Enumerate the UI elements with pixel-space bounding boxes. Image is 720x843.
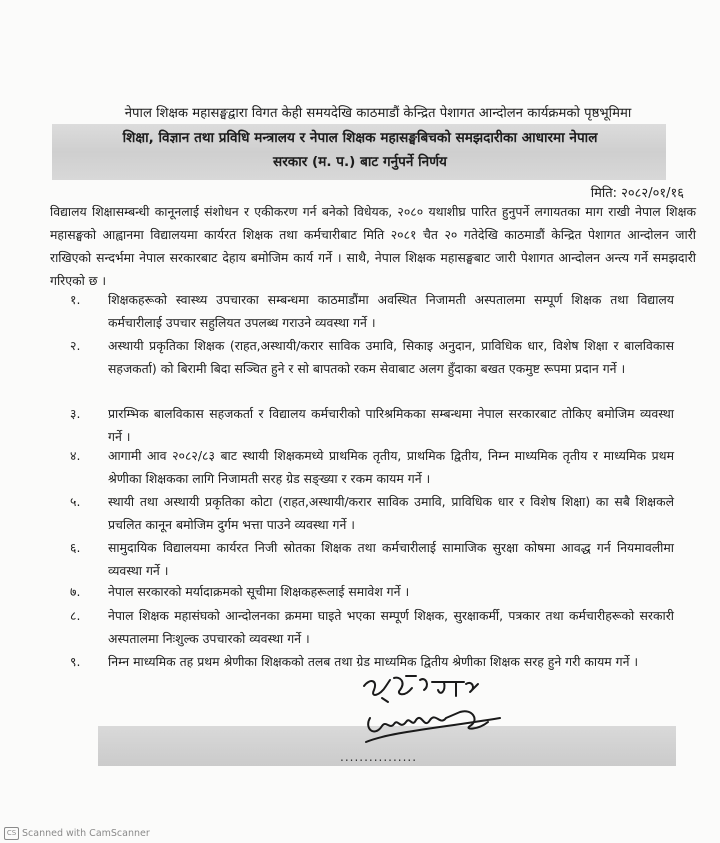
title-line-2: सरकार (म. प.) बाट गर्नुपर्ने निर्णय [273,154,447,170]
title-line-1: शिक्षा, विज्ञान तथा प्रविधि मन्त्रालय र नेपाल शिक्षक महासङ्घबिचको समझदारीका आधारमा नेपाल [122,130,598,146]
list-item-text: सामुदायिक विद्यालयमा कार्यरत निजी स्रोतका शिक्षक तथा कर्मचारीलाई सामाजिक सुरक्षा कोषमा आवद्ध गर्न नियमावलीमा व्यवस्था गर्ने । [108,540,674,578]
intro-paragraph: विद्यालय शिक्षासम्बन्धी कानूनलाई संशोधन र एकीकरण गर्न बनेको विधेयक, २०८० यथाशीघ्र पारित हुनुपर्ने लगायतका माग राखी नेपाल शिक्षक महासङ्घको आह्वानमा विद्यालयमा कार्यरत शिक्षक तथा कर्मचारीबाट मिति २०८१ चैत २० गतेदेखि काठमाडौं केन्द्रित पेशागत आन्दोलन जारी राखिएको सन्दर्भमा नेपाल सरकारबाट देहाय बमोजिम कार्य गर्ने । साथै, नेपाल शिक्षक महासङ्घबाट जारी पेशागत आन्दोलन अन्त्य गर्ने समझदारी गरिएको छ । [50,204,696,288]
list-item-number: ९. [70,654,81,669]
list-item-number: ४. [70,448,81,463]
list-item-text: नेपाल शिक्षक महासंघको आन्दोलनका क्रममा घाइते भएका सम्पूर्ण शिक्षक, सुरक्षाकर्मी, पत्रकार तथा कर्मचारीहरूको सरकारी अस्पतालमा निःशुल्क उपचारको व्यवस्था गर्ने । [108,608,674,646]
scanner-watermark [4,826,150,840]
signature-stroke [366,718,500,742]
list-item-text: शिक्षकहरूको स्वास्थ्य उपचारका सम्बन्धमा काठमाडौंमा अवस्थित निजामती अस्पतालमा सम्पूर्ण शिक्षक तथा विद्यालय कर्मचारीलाई उपचार सहुलियत उपलब्ध गराउने व्यवस्था गर्ने । [108,292,674,330]
camscanner-logo-icon: CS [4,827,19,840]
signature-stroke [364,680,390,702]
list-item-text: अस्थायी प्रकृतिका शिक्षक (राहत,अस्थायी/करार साविक उमावि, सिकाइ अनुदान, प्राविधिक धार, विशेष शिक्षा र बालविकास सहजकर्ता) को बिरामी बिदा सञ्चित हुने र सो बापतको रकम सेवाबाट अलग हुँदाका बखत एकमुष्ट रूपमा प्रदान गर्ने । [108,338,674,376]
handwritten-signature [360,672,520,756]
list-item-text: प्रारम्भिक बालविकास सहजकर्ता र विद्यालय कर्मचारीको पारिश्रमिकका सम्बन्धमा नेपाल सरकारबाट तोकिए बमोजिम व्यवस्था गर्ने । [108,406,674,444]
list-item-number: ६. [70,540,81,555]
list-item-text: नेपाल सरकारको मर्यादाक्रमको सूचीमा शिक्षकहरूलाई समावेश गर्ने । [108,584,410,599]
list-item-number: ८. [70,608,81,623]
list-item-number: ७. [70,584,81,599]
heading-context-line: नेपाल शिक्षक महासङ्घद्वारा विगत केही समयदेखि काठमाडौं केन्द्रित पेशागत आन्दोलन कार्यक्रमको पृष्ठभूमिमा [124,106,632,121]
list-item-number: ३. [70,406,81,421]
list-item-number: १. [70,292,81,307]
scanner-watermark-text: Scanned with CamScanner [22,827,150,839]
signature-stroke [432,682,478,696]
list-item-text: आगामी आव २०८२/८३ बाट स्थायी शिक्षकमध्ये प्राथमिक तृतीय, प्राथमिक द्वितीय, निम्न माध्यमिक तृतीय र माध्यमिक प्रथम श्रेणीका शिक्षकका लागि निजामती सरह ग्रेड सङ्ख्या र रकम कायम गर्ने । [108,448,674,486]
title-banner-text [60,126,660,174]
list-item-number: ५. [70,494,81,509]
signature-stroke [394,676,427,694]
list-item-number: २. [70,338,81,353]
list-item-text: स्थायी तथा अस्थायी प्रकृतिका कोटा (राहत,अस्थायी/करार साविक उमावि, प्राविधिक धार र विशेष शिक्षा) का सबै शिक्षकले प्रचलित कानून बमोजिम दुर्गम भत्ता पाउने व्यवस्था गर्ने । [108,494,674,532]
list-item-text: निम्न माध्यमिक तह प्रथम श्रेणीका शिक्षकको तलब तथा ग्रेड माध्यमिक द्वितीय श्रेणीका शिक्षक सरह हुने गरी कायम गर्ने । [108,654,639,669]
document-date: मिति: २०८२/०१/१६ [590,186,684,201]
footer-dots: ................ [340,750,418,764]
